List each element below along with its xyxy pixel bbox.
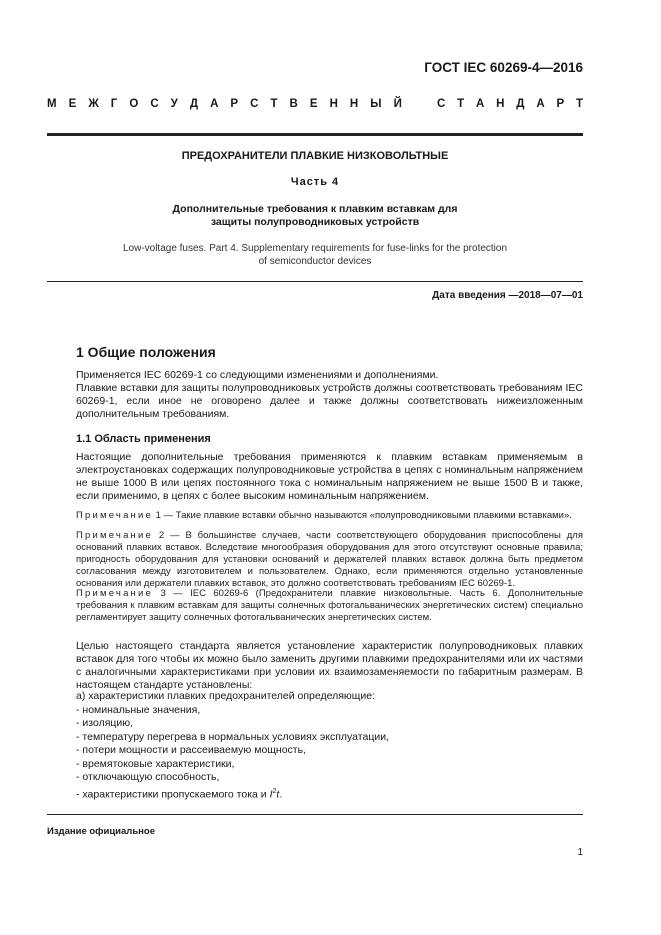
list-item: - времятоковые характеристики, <box>76 757 235 770</box>
banner-letter: В <box>289 98 298 110</box>
subtitle <box>47 203 583 229</box>
paragraph-applies-text: Применяется IEC 60269-1 со следующими изменениями и дополнениями. <box>76 369 439 381</box>
english-title <box>47 242 583 268</box>
section-1-1-heading: 1.1 Область применения <box>76 433 211 445</box>
paragraph-purpose-text: Целью настоящего стандарта является установление характеристик полупроводниковых плавких вставок для того чтобы их можно было заменить другими плавкими предохранителями или их частями с аналогичными характеристиками при условии их взаимозаменяемости по габаритным размерам. В настоящем стандарте установлены: <box>76 640 583 691</box>
part-number: Часть 4 <box>290 176 340 188</box>
banner-letter: Й <box>393 98 402 110</box>
banner-letter: О <box>129 98 139 110</box>
banner-letter: Т <box>575 98 583 110</box>
footer-rule <box>47 814 583 815</box>
banner-letter: Т <box>457 98 465 110</box>
english-title-line-2: of semiconductor devices <box>258 256 372 267</box>
standard-banner <box>47 98 583 110</box>
note-3 <box>76 588 583 624</box>
note-2-label: Примечание <box>76 530 153 541</box>
note-3-text: 3 — IEC 60269-6 (Предохранители плавкие низковольтные. Часть 6. Дополнительные требования к плавким вставкам для защиты солнечных фотогальванических энергетических систем) специально регламентирует защиту солнечных фотогальванических энергетических систем. <box>76 588 583 623</box>
formula-t: t <box>276 788 280 800</box>
note-2 <box>76 530 583 590</box>
banner-word-standard <box>437 98 583 110</box>
banner-letter: Г <box>110 98 118 110</box>
list-item-last-prefix: - характеристики пропускаемого тока и <box>76 788 270 800</box>
list-item-last-end: . <box>279 788 283 800</box>
banner-word-interstate <box>47 98 402 110</box>
header-rule <box>47 133 583 136</box>
banner-letter: А <box>536 98 545 110</box>
banner-letter: Ж <box>88 98 99 110</box>
banner-letter: Д <box>189 98 199 110</box>
english-title-line-1: Low-voltage fuses. Part 4. Supplementary requirements for fuse-links for the protection <box>122 243 508 254</box>
note-2-text: 2 — В большинстве случаев, части соответствующего оборудования приспособлены для оснований плавких вставок. Вследствие многообразия оборудования для этого отсутствуют основные правила; пригодность оборудования для установки оснований и держателей плавких вставок должна быть предметом согласования между изготовителем и пользователем. Однако, если применяются отдельно установленные основания или держатели плавких вставок, это должно соответствовать требованиям IEC 60269-1. <box>76 530 583 589</box>
main-title: ПРЕДОХРАНИТЕЛИ ПЛАВКИЕ НИЗКОВОЛЬТНЫЕ <box>181 150 449 162</box>
banner-letter: Н <box>329 98 338 110</box>
banner-letter: Ы <box>370 98 382 110</box>
banner-letter: С <box>437 98 446 110</box>
title-rule <box>47 281 583 282</box>
banner-letter: Т <box>270 98 278 110</box>
banner-letter: Д <box>516 98 525 110</box>
paragraph-scope-text: Настоящие дополнительные требования применяются к плавким вставкам применяемым в электроустановках содержащих полупроводниковые устройства в цепях с номинальным напряжением не выше 1000 В или цепях постоянного тока с номинальным напряжением не выше 1500 В и также, если применимо, в цепях с более высоким номинальным напряжением. <box>76 451 583 502</box>
banner-letter: У <box>170 98 178 110</box>
paragraph-scope <box>76 451 583 503</box>
paragraph-purpose <box>76 640 583 692</box>
formula-exponent: 2 <box>272 787 277 795</box>
banner-letter: Р <box>230 98 239 110</box>
characteristics-list <box>76 690 583 802</box>
document-id: ГОСТ IEC 60269-4—2016 <box>424 60 583 75</box>
banner-letter: С <box>250 98 259 110</box>
list-item-last <box>76 785 583 802</box>
banner-letter: Р <box>556 98 565 110</box>
list-item: - номинальные значения, <box>76 703 201 716</box>
paragraph-requirements <box>76 382 583 421</box>
paragraph-applies <box>76 369 583 382</box>
list-item: - изоляцию, <box>76 717 134 729</box>
subtitle-line-2: защиты полупроводниковых устройств <box>210 216 420 228</box>
list-item: - температуру перегрева в нормальных условиях эксплуатации, <box>76 730 389 743</box>
note-1 <box>76 510 583 522</box>
list-intro: а) характеристики плавких предохранителей определяющие: <box>76 690 376 702</box>
note-1-text: 1 — Такие плавкие вставки обычно называются «полупроводниковыми плавкими вставками». <box>153 510 572 521</box>
section-1-heading: 1 Общие положения <box>76 344 216 360</box>
banner-letter: Е <box>309 98 318 110</box>
list-item: - потери мощности и рассеиваемую мощность, <box>76 744 307 756</box>
banner-letter: С <box>150 98 159 110</box>
formula-i: I <box>269 788 273 800</box>
banner-letter: А <box>476 98 485 110</box>
list-item: - отключающую способность, <box>76 771 220 783</box>
banner-letter: Н <box>496 98 505 110</box>
banner-letter: А <box>210 98 219 110</box>
paragraph-requirements-text: Плавкие вставки для защиты полупроводниковых устройств должны соответствовать требованиям IEC 60269-1, если иное не оговорено далее и также должны соответствовать нижеизложенным дополнительным требованиям. <box>76 382 583 420</box>
subtitle-line-1: Дополнительные требования к плавким вставкам для <box>172 203 458 215</box>
note-3-label: Примечание <box>76 588 153 599</box>
banner-letter: М <box>47 98 57 110</box>
edition-label: Издание официальное <box>47 826 155 837</box>
page-number: 1 <box>577 847 583 858</box>
introduction-date: Дата введения —2018—07—01 <box>432 290 583 301</box>
banner-letter: Н <box>349 98 359 110</box>
note-1-label: Примечание <box>76 510 153 521</box>
banner-letter: Е <box>68 98 77 110</box>
